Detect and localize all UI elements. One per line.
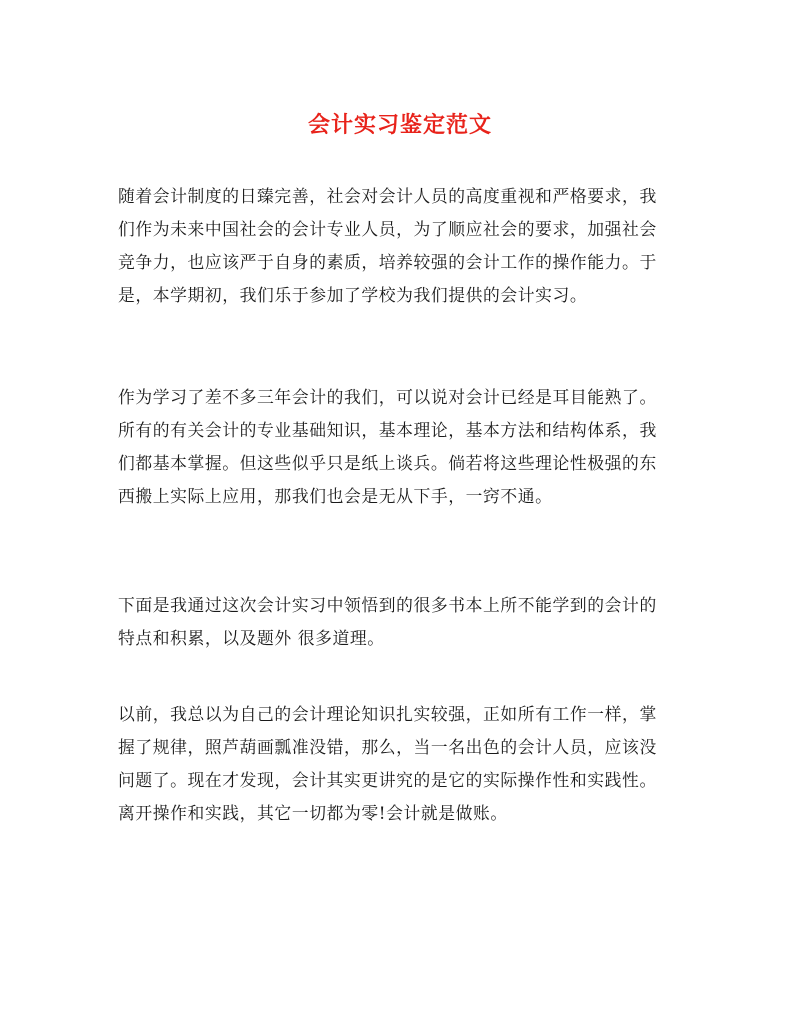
document-title: 会计实习鉴定范文 — [307, 112, 492, 138]
paragraph-3: 下面是我通过这次会计实习中领悟到的很多书本上所不能学到的会计的 特点和积累，以及题外 很多道理。 — [118, 595, 657, 648]
paragraph-4: 以前，我总以为自己的会计理论知识扎实较强，正如所有工作一样，掌 握了规律，照芦葫画瓢准没错，那么，当一名出色的会计人员，应该没 问题了。现在才发现，会计其实更讲究的是它的实际操作性和实践性。 离开操作和实践，其它一切都为零!会计就是做账。 — [118, 704, 657, 823]
paragraph-2: 作为学习了差不多三年会计的我们，可以说对会计已经是耳目能熟了。 所有的有关会计的专业基础知识，基本理论，基本方法和结构体系，我 们都基本掌握。但这些似乎只是纸上谈兵。倘若将这些理论性极强的东 西搬上实际上应用，那我们也会是无从下手，一窍不通。 — [118, 387, 657, 506]
paragraph-1: 随着会计制度的日臻完善，社会对会计人员的高度重视和严格要求，我 们作为未来中国社会的会计专业人员，为了顺应社会的要求，加强社会 竞争力，也应该严于自身的素质，培养较强的会计工作的操作能力。于 是，本学期初，我们乐于参加了学校为我们提供的会计实习。 — [118, 186, 657, 305]
